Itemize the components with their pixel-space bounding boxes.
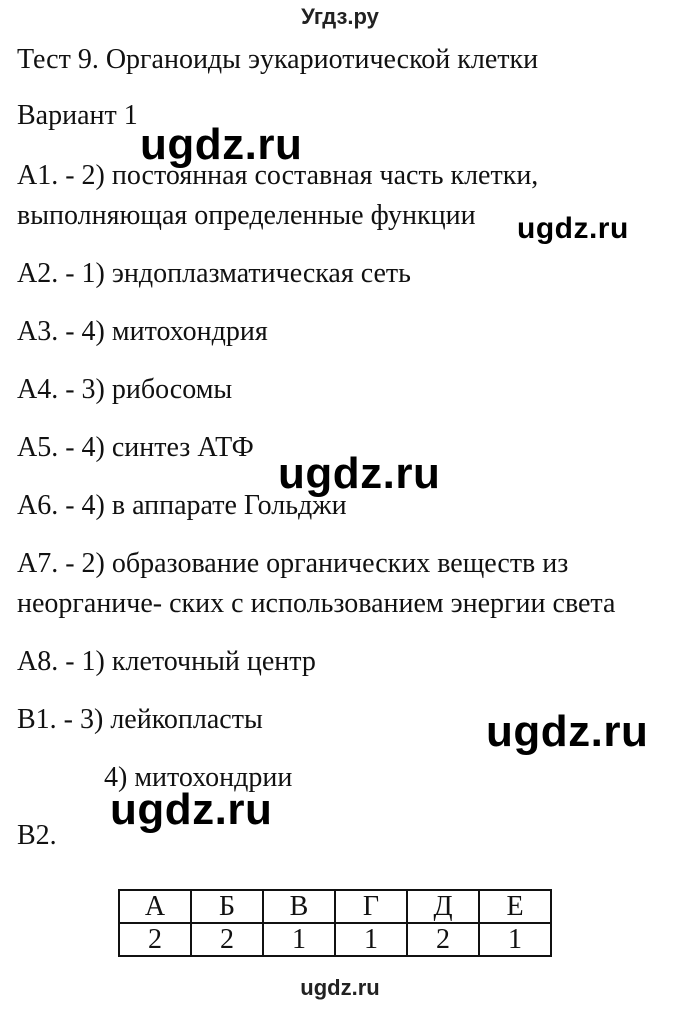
table-header-row — [119, 890, 551, 923]
watermark: ugdz.ru — [140, 120, 303, 169]
watermark: ugdz.ru — [110, 785, 273, 834]
test-title: Тест 9. Органоиды эукариотической клетки — [17, 44, 539, 75]
answer-a2: А2. - 1) эндоплазматическая сеть — [17, 258, 411, 289]
answer-table — [118, 889, 552, 957]
answer-b1-line2: 4) митохондрии — [104, 762, 293, 793]
table-cell: 2 — [119, 923, 191, 956]
watermark: ugdz.ru — [278, 449, 441, 498]
table-header-cell: Г — [335, 890, 407, 923]
answer-a5: А5. - 4) синтез АТФ — [17, 432, 254, 463]
answer-a1-line1: А1. - 2) постоянная составная часть клетки, — [17, 160, 539, 191]
answer-a3: А3. - 4) митохондрия — [17, 316, 268, 347]
variant-label: Вариант 1 — [17, 100, 138, 131]
table-cell: 2 — [407, 923, 479, 956]
answer-b2: В2. — [17, 820, 57, 851]
table-header-cell: Д — [407, 890, 479, 923]
table-row — [119, 923, 551, 956]
site-footer: ugdz.ru — [300, 975, 380, 1000]
table-cell: 1 — [263, 923, 335, 956]
table-header-cell: В — [263, 890, 335, 923]
answer-a4: А4. - 3) рибосомы — [17, 374, 233, 405]
table-header-cell: А — [119, 890, 191, 923]
table-header-cell: Е — [479, 890, 551, 923]
answer-a8: А8. - 1) клеточный центр — [17, 646, 316, 677]
table-cell: 1 — [479, 923, 551, 956]
site-header: Угдз.ру — [301, 4, 379, 29]
watermark: ugdz.ru — [517, 212, 629, 245]
answer-a7-line2: неорганиче- ских с использованием энергии света — [17, 588, 616, 619]
answer-a6: А6. - 4) в аппарате Гольджи — [17, 490, 347, 521]
watermark: ugdz.ru — [486, 707, 649, 756]
answer-a7-line1: А7. - 2) образование органических веществ из — [17, 548, 569, 579]
table-cell: 2 — [191, 923, 263, 956]
answer-b1-line1: В1. - 3) лейкопласты — [17, 704, 263, 735]
answer-a1-line2: выполняющая определенные функции — [17, 200, 476, 231]
table-cell: 1 — [335, 923, 407, 956]
table-header-cell: Б — [191, 890, 263, 923]
